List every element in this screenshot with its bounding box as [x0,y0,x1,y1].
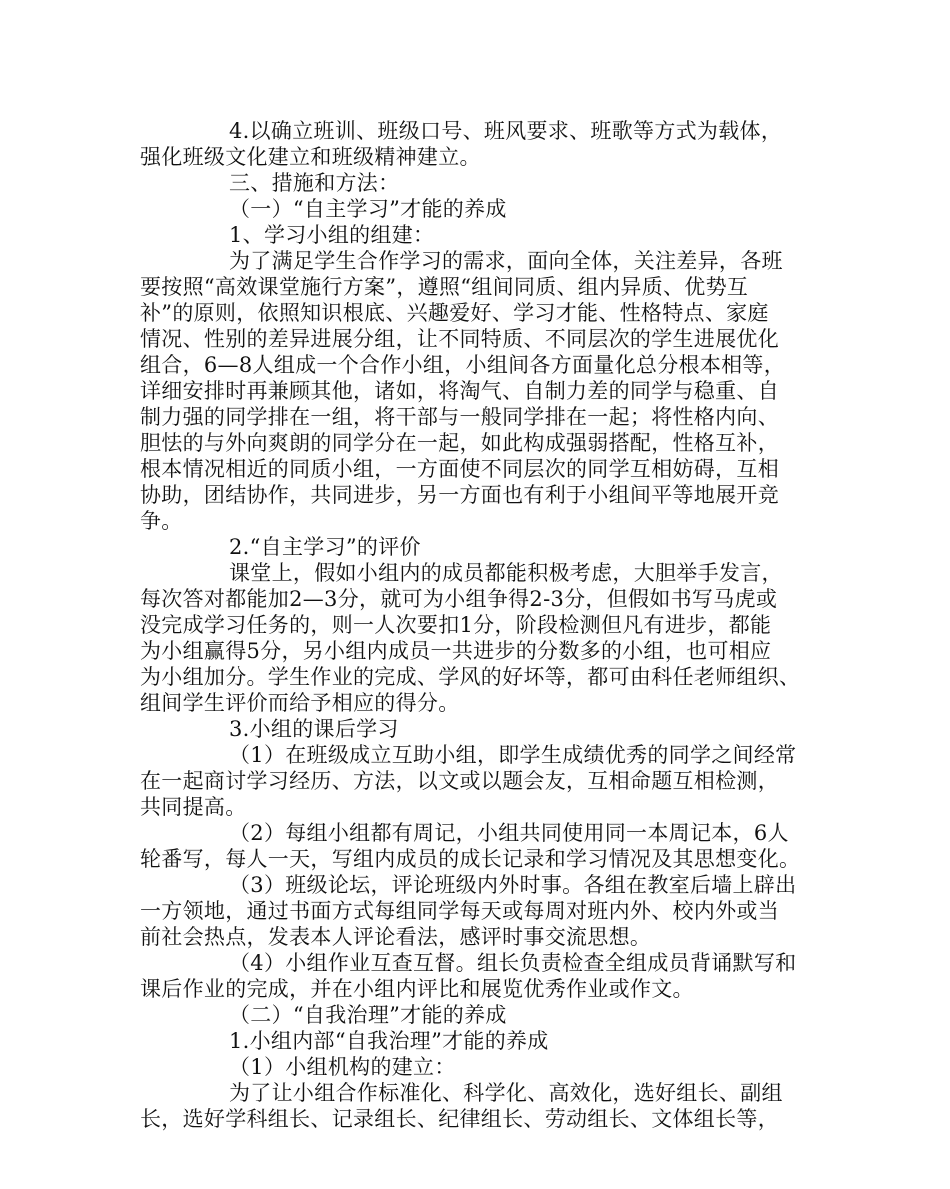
paragraph-line: 要按照“高效课堂施行方案”，遵照“组间同质、组内异质、优势互 [140,275,749,299]
paragraph-line: （2）每组小组都有周记，小组共同使用同一本周记本，6人 [229,821,789,845]
section-heading: 三、措施和方法： [229,171,400,195]
paragraph-line: 为小组加分。学生作业的完成、学风的好坏等，都可由科任老师组织、 [140,665,801,689]
paragraph-line: 没完成学习任务的，则一人次要扣1分，阶段检测但凡有进步，都能 [140,613,772,637]
paragraph-line: （4）小组作业互查互督。组长负责检查全组成员背诵默写和 [229,951,797,975]
paragraph-line: 情况、性别的差异进展分组，让不同特质、不同层次的学生进展优化 [140,327,779,351]
item-heading: 2.“自主学习”的评价 [229,535,421,559]
paragraph-line: 胆怯的与外向爽朗的同学分在一起，如此构成强弱搭配，性格互补， [140,431,779,455]
paragraph-line: 课后作业的完成，并在小组内评比和展览优秀作业或作文。 [140,977,694,1001]
paragraph-line: 4.以确立班训、班级口号、班风要求、班歌等方式为载体， [229,119,783,143]
item-heading: 1.小组内部“自我治理”才能的养成 [229,1029,549,1053]
paragraph-line: 每次答对都能加2—3分，就可为小组争得2-3分，但假如书写马虎或 [140,587,778,611]
paragraph-line: 协助，团结协作，共同进步，另一方面也有利于小组间平等地展开竞 [140,483,779,507]
paragraph-line: （3）班级论坛，评论班级内外时事。各组在教室后墙上辟出 [229,873,797,897]
item-heading: 3.小组的课后学习 [229,717,399,741]
paragraph-line: 为小组赢得5分，另小组内成员一共进步的分数多的小组，也可相应 [140,639,772,663]
paragraph-line: 为了满足学生合作学习的需求，面向全体，关注差异，各班 [229,249,783,273]
paragraph-line: 争。 [140,509,183,533]
subsection-heading: （二）“自我治理”才能的养成 [229,1003,507,1027]
paragraph-line: （1）在班级成立互助小组，即学生成绩优秀的同学之间经常 [229,743,797,767]
paragraph-line: 强化班级文化建立和班级精神建立。 [140,145,481,169]
subsection-heading: （一）“自主学习”才能的养成 [229,197,507,221]
paragraph-line: 一方领地，通过书面方式每组同学每天或每周对班内外、校内外或当 [140,899,779,923]
paragraph-line: 为了让小组合作标准化、科学化、高效化，选好组长、副组 [229,1081,783,1105]
item-heading: 1、学习小组的组建： [229,223,435,247]
paragraph-line: 前社会热点，发表本人评论看法，感评时事交流思想。 [140,925,652,949]
paragraph-line: 根本情况相近的同质小组，一方面使不同层次的同学互相妨碍，互相 [140,457,779,481]
paragraph-line: 详细安排时再兼顾其他，诸如，将淘气、自制力差的同学与稳重、自 [140,379,779,403]
paragraph-line: 组合，6—8人组成一个合作小组，小组间各方面量化总分根本相等， [140,353,786,377]
paragraph-line: 共同提高。 [140,795,247,819]
paragraph-line: 在一起商讨学习经历、方法，以文或以题会友，互相命题互相检测， [140,769,779,793]
paragraph-line: 课堂上，假如小组内的成员都能积极考虑，大胆举手发言， [229,561,783,585]
paragraph-line: 补”的原则，依照知识根底、兴趣爱好、学习才能、性格特点、家庭 [140,301,769,325]
paragraph-line: 轮番写，每人一天，写组内成员的成长记录和学习情况及其思想变化。 [140,847,801,871]
paragraph-line: 制力强的同学排在一组，将干部与一般同学排在一起；将性格内向、 [140,405,779,429]
paragraph-line: 组间学生评价而给予相应的得分。 [140,691,460,715]
paragraph-line: 长，选好学科组长、记录组长、纪律组长、劳动组长、文体组长等， [140,1107,779,1131]
item-heading: （1）小组机构的建立： [229,1055,456,1079]
